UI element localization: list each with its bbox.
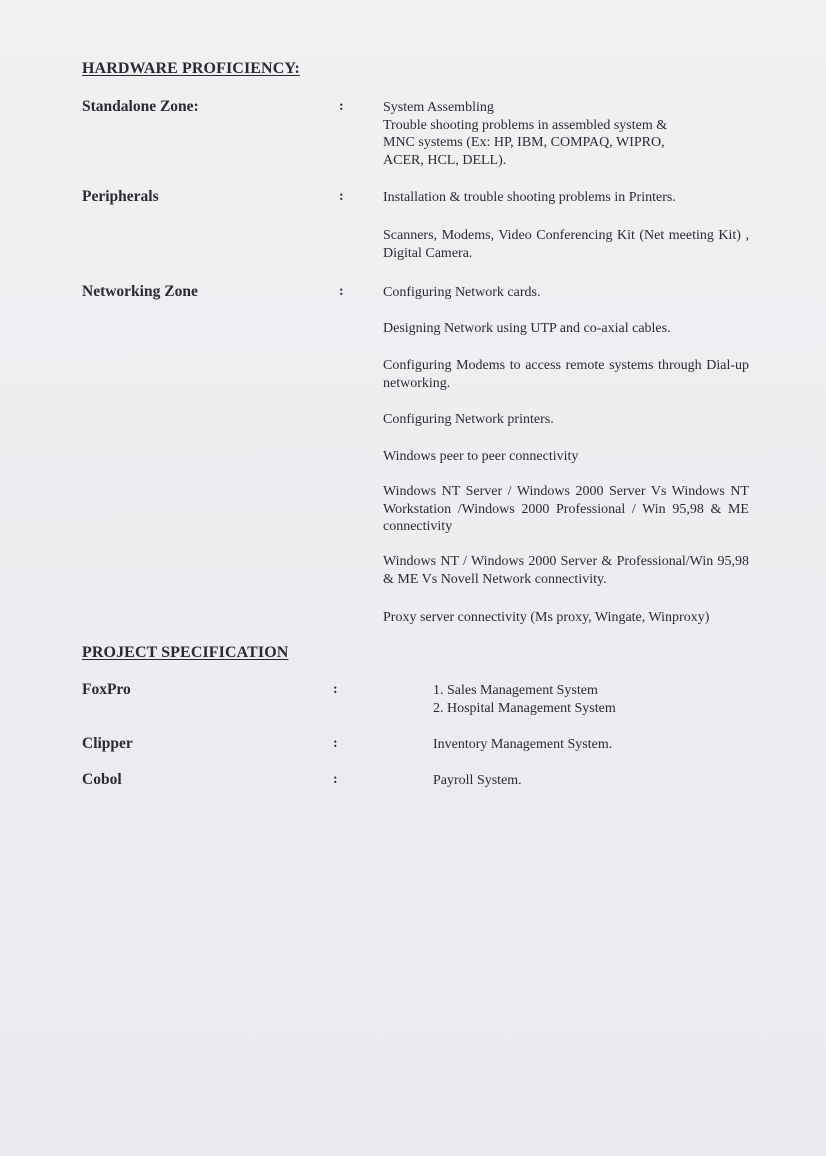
peripherals-label: Peripherals [82,188,159,205]
standalone-line: System Assembling [383,100,494,115]
clipper-label: Clipper [82,735,133,752]
standalone-line: MNC systems (Ex: HP, IBM, COMPAQ, WIPRO, [383,135,665,150]
foxpro-label: FoxPro [82,681,131,698]
peripherals-item: Scanners, Modems, Video Conferencing Kit (Net meeting Kit) , Digital Camera. [383,228,749,261]
foxpro-projects [433,682,616,717]
networking-item: Proxy server connectivity (Ms proxy, Wingate, Winproxy) [383,610,710,625]
peripherals-colon: : [339,189,344,204]
standalone-zone-details [383,99,749,169]
foxpro-project-item: 2. Hospital Management System [433,700,616,716]
cobol-label: Cobol [82,771,122,788]
networking-item: Windows peer to peer connectivity [383,449,579,464]
standalone-line: ACER, HCL, DELL). [383,152,507,168]
networking-colon: : [339,284,344,299]
networking-item: Configuring Network printers. [383,412,554,427]
cobol-project-item: Payroll System. [433,773,522,788]
project-specification-heading: PROJECT SPECIFICATION [82,644,289,661]
foxpro-colon: : [333,682,338,697]
standalone-zone-label: Standalone Zone: [82,98,199,115]
hardware-proficiency-heading: HARDWARE PROFICIENCY: [82,60,300,77]
cobol-colon: : [333,772,338,787]
networking-item: Configuring Network cards. [383,285,541,300]
standalone-line: Trouble shooting problems in assembled system & [383,117,668,133]
networking-item: Designing Network using UTP and co-axial cables. [383,321,671,336]
networking-item: Windows NT / Windows 2000 Server & Professional/Win 95,98 & ME Vs Novell Network connectivity. [383,554,749,587]
foxpro-project-item: 1. Sales Management System [433,683,598,698]
peripherals-item: Installation & trouble shooting problems in Printers. [383,190,676,205]
clipper-colon: : [333,736,338,751]
clipper-project-item: Inventory Management System. [433,737,613,752]
networking-item: Configuring Modems to access remote systems through Dial-up networking. [383,358,749,391]
networking-zone-label: Networking Zone [82,283,198,300]
standalone-colon: : [339,99,344,114]
networking-item: Windows NT Server / Windows 2000 Server Vs Windows NT Workstation /Windows 2000 Professional / Win 95,98 & ME connectivity [383,484,749,534]
